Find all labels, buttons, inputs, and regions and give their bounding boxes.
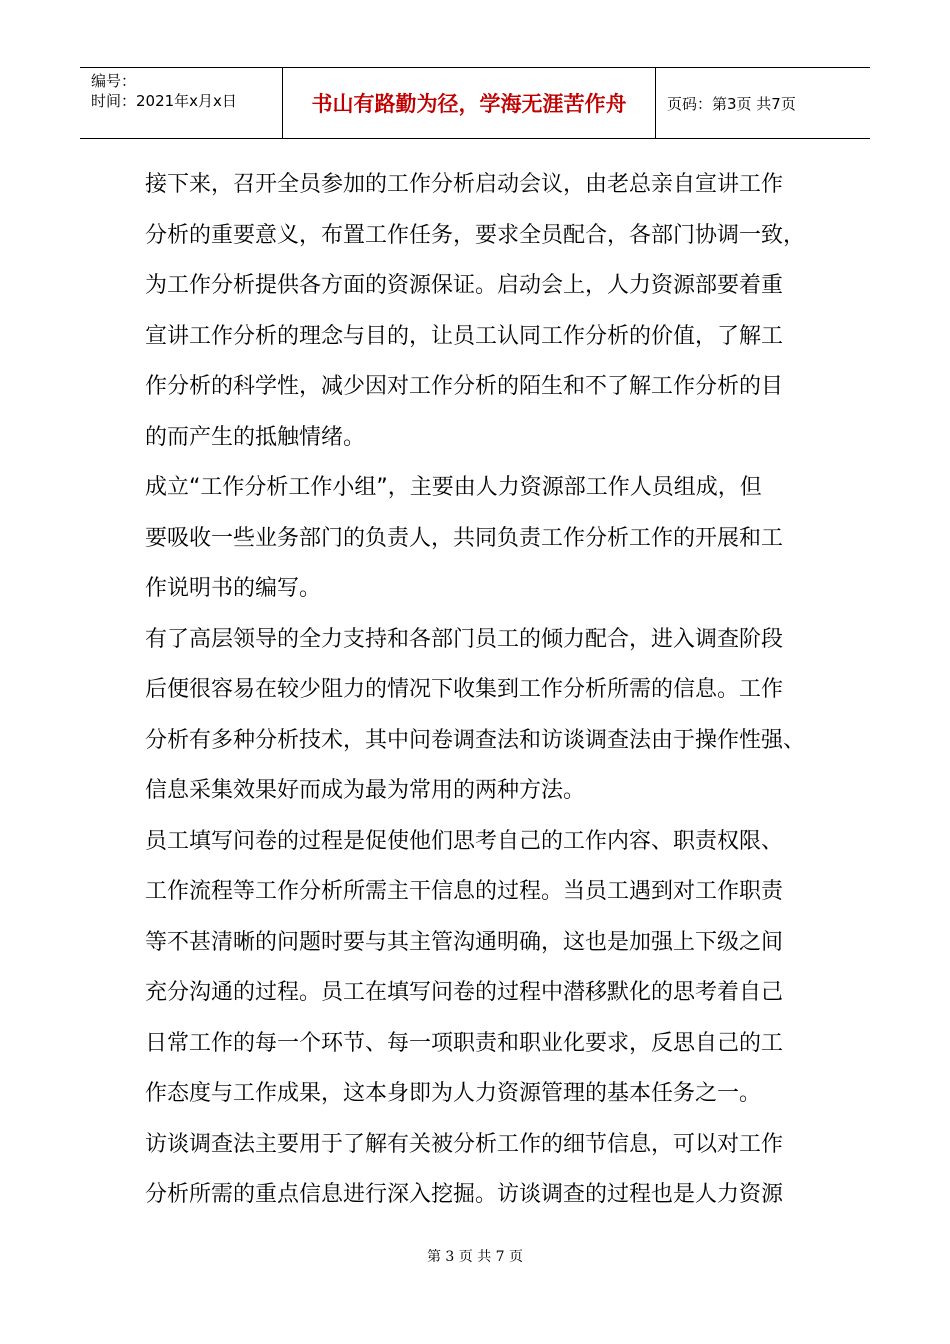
text-line: 分析所需的重点信息进行深入挖掘。访谈调查的过程也是人力资源 <box>145 1182 784 1207</box>
text-line: 日常工作的每一个环节、每一项职责和职业化要求，反思自己的工 <box>145 1030 784 1056</box>
text-line: 的而产生的抵触情绪。 <box>145 424 366 450</box>
text-line: 后便很容易在较少阻力的情况下收集到工作分析所需的信息。工作 <box>145 677 784 702</box>
header-motto: 书山有路勤为径，学海无涯苦作舟 <box>311 92 627 116</box>
text-line: 为工作分析提供各方面的资源保证。启动会上，人力资源部要着重 <box>145 273 784 298</box>
text-line: 充分沟通的过程。员工在填写问卷的过程中潜移默化的思考着自己 <box>145 980 784 1005</box>
text-line: 宣讲工作分析的理念与目的，让员工认同工作分析的价值，了解工 <box>145 323 784 349</box>
header-page-cell <box>656 68 870 138</box>
page-footer: 第 3 页 共 7 页 <box>426 1249 524 1265</box>
text-line: 工作流程等工作分析所需主干信息的过程。当员工遇到对工作职责 <box>145 879 784 904</box>
text-line: 要吸收一些业务部门的负责人，共同负责工作分析工作的开展和工 <box>145 525 784 551</box>
header-meta-cell <box>80 68 283 138</box>
text-line: 分析的重要意义，布置工作任务，要求全员配合，各部门协调一致， <box>145 222 806 248</box>
text-line: 员工填写问卷的过程是促使他们思考自己的工作内容、职责权限、 <box>145 828 784 854</box>
text-line: 成立“工作分析工作小组”，主要由人力资源部工作人员组成，但 <box>145 475 762 500</box>
text-line: 分析有多种分析技术，其中问卷调查法和访谈调查法由于操作性强、 <box>145 727 806 753</box>
header-motto-cell <box>283 68 656 138</box>
text-line: 作态度与工作成果，这本身即为人力资源管理的基本任务之一。 <box>145 1081 762 1106</box>
text-line: 等不甚清晰的问题时要与其主管沟通明确，这也是加强上下级之间 <box>145 929 784 955</box>
text-line: 有了高层领导的全力支持和各部门员工的倾力配合，进入调查阶段 <box>145 626 784 652</box>
text-line: 访谈调查法主要用于了解有关被分析工作的细节信息，可以对工作 <box>145 1131 784 1157</box>
text-line: 接下来，召开全员参加的工作分析启动会议，由老总亲自宣讲工作 <box>145 172 784 197</box>
page-header <box>80 67 870 139</box>
document-number-label: 编号： <box>91 72 137 90</box>
header-page-info: 页码：第3页 共7页 <box>667 95 796 113</box>
text-line: 作说明书的编写。 <box>145 576 322 601</box>
text-line: 信息采集效果好而成为最为常用的两种方法。 <box>145 778 586 803</box>
body-text <box>145 160 805 1221</box>
document-time-label: 时间：2021年x月x日 <box>91 92 237 110</box>
text-line: 作分析的科学性，减少因对工作分析的陌生和不了解工作分析的目 <box>145 374 784 399</box>
